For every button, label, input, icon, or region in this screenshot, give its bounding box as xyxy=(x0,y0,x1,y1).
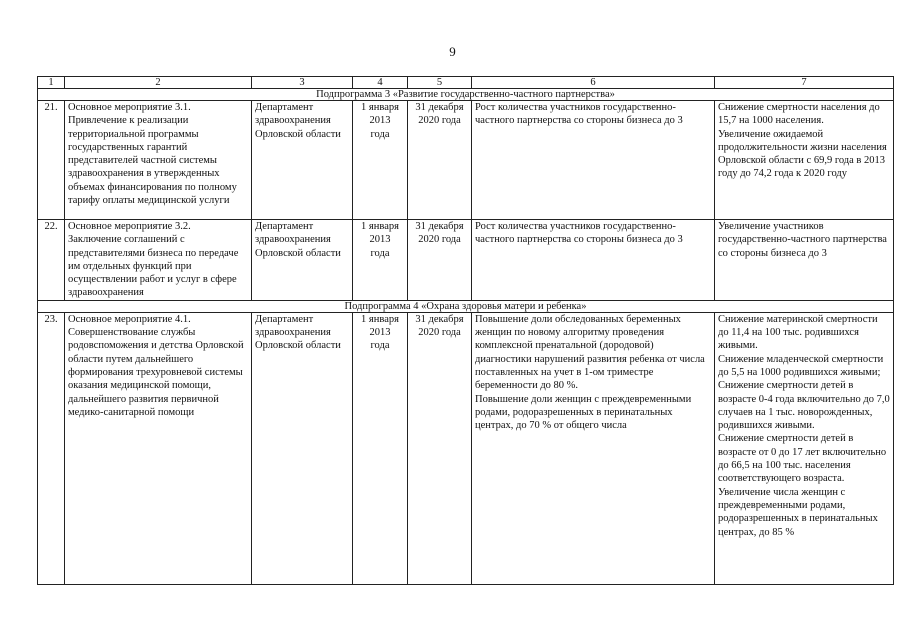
subprogram-row xyxy=(38,300,894,312)
indicator-cell: Снижение смертности населения до 15,7 на 1000 населения. Увеличение ожидаемой продолжительности жизни населения Орловской области с 69,9 года в 2013 году до 74,2 года к 2020 году xyxy=(715,101,894,220)
executor-cell: Департамент здравоохранения Орловской области xyxy=(252,312,353,584)
table-row xyxy=(38,220,894,301)
header-cell: 5 xyxy=(408,77,472,89)
executor-cell: Департамент здравоохранения Орловской области xyxy=(252,101,353,220)
start-date-cell: 1 января 2013 года xyxy=(353,220,408,301)
executor-cell: Департамент здравоохранения Орловской области xyxy=(252,220,353,301)
subprogram-title: Подпрограмма 4 «Охрана здоровья матери и ребенка» xyxy=(38,300,894,312)
row-number: 23. xyxy=(38,312,65,584)
activity-cell: Основное мероприятие 3.2. Заключение соглашений с представителями бизнеса по передаче им отдельных функций при осуществлении работ и услуг в сфере здравоохранения xyxy=(65,220,252,301)
table-row xyxy=(38,101,894,220)
row-number: 22. xyxy=(38,220,65,301)
activity-cell: Основное мероприятие 4.1. Совершенствование службы родовспоможения и детства Орловской области путем дальнейшего формирования трехуровневой системы оказания медицинской помощи, дальнейшего развития первичной медико-санитарной помощи xyxy=(65,312,252,584)
activity-cell: Основное мероприятие 3.1. Привлечение к реализации территориальной программы государственных гарантий представителей частной системы здравоохранения в утвержденных объемах финансирования по полному тарифу оплаты медицинской услуги xyxy=(65,101,252,220)
header-cell: 4 xyxy=(353,77,408,89)
indicator-cell: Снижение материнской смертности до 11,4 на 100 тыс. родившихся живыми. Снижение младенческой смертности до 5,5 на 1000 родившихся живыми; Снижение смертности детей в возрасте 0-4 года включительно до 7,0 случаев на 1 тыс. новорожденных, родившихся живыми. Снижение смертности детей в возрасте от 0 до 17 лет включительно до 66,5 на 100 тыс. населения соответствующего возраста. Увеличение числа женщин с преждевременными родами, родоразрешенных в перинатальных центрах, до 85 % xyxy=(715,312,894,584)
end-date-cell: 31 декабря 2020 года xyxy=(408,220,472,301)
start-date-cell: 1 января 2013 года xyxy=(353,101,408,220)
header-cell: 1 xyxy=(38,77,65,89)
header-cell: 3 xyxy=(252,77,353,89)
end-date-cell: 31 декабря 2020 года xyxy=(408,101,472,220)
start-date-cell: 1 января 2013 года xyxy=(353,312,408,584)
header-cell: 2 xyxy=(65,77,252,89)
program-table xyxy=(37,76,894,585)
indicator-cell: Увеличение участников государственно-частного партнерства со стороны бизнеса до 3 xyxy=(715,220,894,301)
header-cell: 7 xyxy=(715,77,894,89)
subprogram-title: Подпрограмма 3 «Развитие государственно-частного партнерства» xyxy=(38,89,894,101)
subprogram-row xyxy=(38,89,894,101)
row-number: 21. xyxy=(38,101,65,220)
table-row xyxy=(38,312,894,584)
result-cell: Повышение доли обследованных беременных женщин по новому алгоритму проведения комплексной пренатальной (дородовой) диагностики нарушений развития ребенка от числа поставленных на учет в 1-ом триместре беременности до 80 %. Повышение доли женщин с преждевременными родами, родоразрешенных в перинатальных центрах, до 70 % от общего числа xyxy=(472,312,715,584)
result-cell: Рост количества участников государственно-частного партнерства со стороны бизнеса до 3 xyxy=(472,220,715,301)
page-number: 9 xyxy=(449,44,456,59)
result-cell: Рост количества участников государственно-частного партнерства со стороны бизнеса до 3 xyxy=(472,101,715,220)
header-cell: 6 xyxy=(472,77,715,89)
end-date-cell: 31 декабря 2020 года xyxy=(408,312,472,584)
header-row xyxy=(38,77,894,89)
